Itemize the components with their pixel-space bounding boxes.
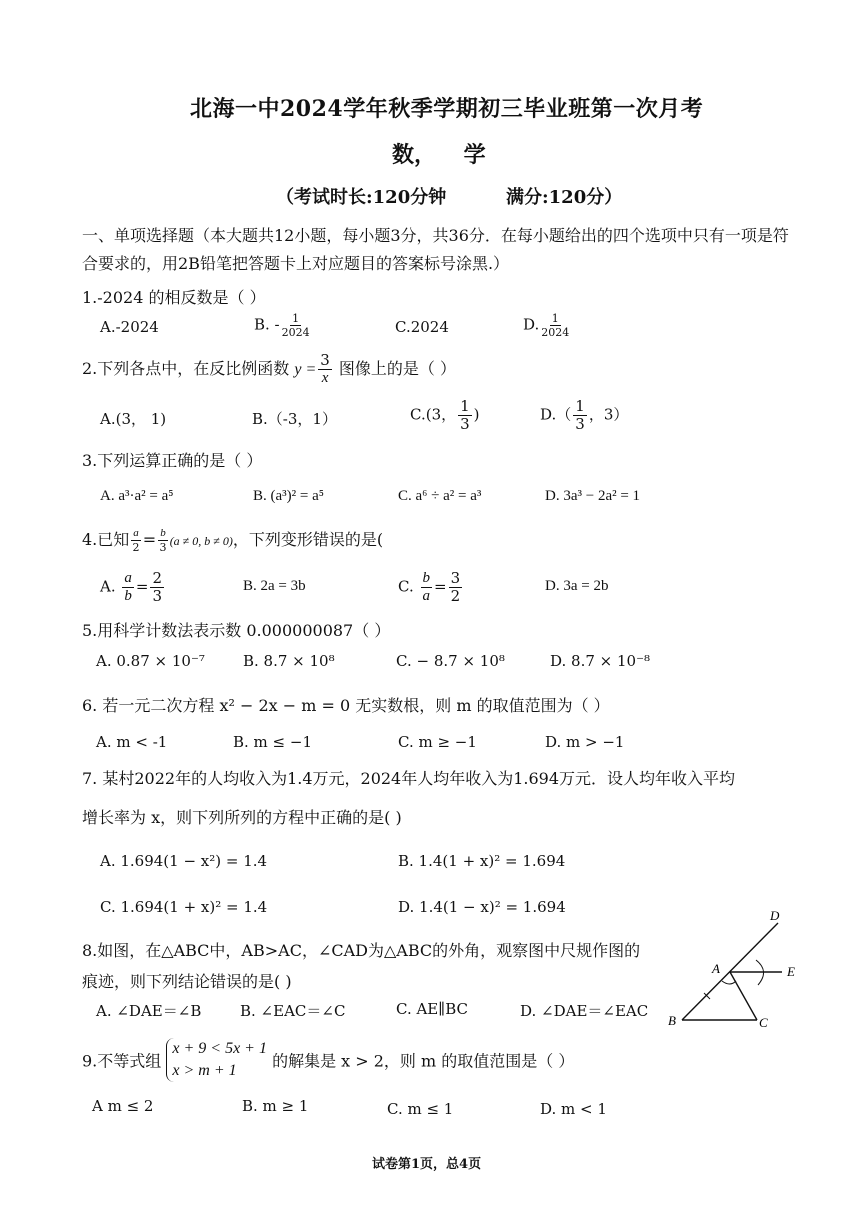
- q3-stem: 3.下列运算正确的是（ ）: [82, 451, 263, 470]
- q1-stem: 1.-2024 的相反数是（ ）: [82, 288, 266, 307]
- q4-option-b: B. 2a = 3b: [243, 578, 306, 594]
- q5-option-a: A. 0.87 × 10⁻⁷: [96, 652, 205, 670]
- q4-option-d: D. 3a = 2b: [545, 578, 609, 594]
- q9-inequality-system: x + 9 < 5x + 1 x > m + 1: [166, 1038, 267, 1082]
- q5-option-b: B. 8.7 × 10⁸: [243, 652, 335, 670]
- q4-stem: 4.已知 $\frac{a}{2}$ = $\frac{b}{3}$ (a ≠ 0, b ≠ 0)，下列变形错误的是(: [82, 527, 384, 554]
- q8-option-b: B. ∠EAC＝∠C: [240, 1002, 346, 1020]
- label-c: C: [759, 1015, 768, 1030]
- q9-option-b: B. m ≥ 1: [242, 1097, 309, 1115]
- q7-option-d: D. 1.4(1 − x)² = 1.694: [398, 898, 566, 916]
- q8-option-d: D. ∠DAE＝∠EAC: [520, 1002, 649, 1020]
- q7-stem-line2: 增长率为 x，则下列所列的方程中正确的是( ): [82, 808, 402, 827]
- q3-option-a: A. a³·a² = a⁵: [100, 488, 174, 504]
- q9-option-a: A m ≤ 2: [92, 1097, 154, 1115]
- q6-option-c: C. m ≥ −1: [398, 733, 477, 751]
- q3-option-b: B. (a³)² = a⁵: [253, 488, 324, 504]
- label-b: B: [668, 1013, 676, 1028]
- q8-option-a: A. ∠DAE＝∠B: [96, 1002, 202, 1020]
- exam-score: 满分:120分）: [506, 187, 623, 208]
- label-d: D: [770, 908, 780, 923]
- q7-option-b: B. 1.4(1 + x)² = 1.694: [398, 852, 566, 870]
- q2-stem: 2.下列各点中，在反比例函数 y = $\frac{3}{x}$ 图像上的是（ ）: [82, 351, 457, 386]
- q1-option-a: A.-2024: [100, 318, 159, 336]
- q5-option-d: D. 8.7 × 10⁻⁸: [550, 652, 651, 670]
- q6-option-b: B. m ≤ −1: [233, 733, 312, 751]
- q2-option-a: A.(3， 1): [100, 410, 167, 428]
- section1-instructions: 一、单项选择题（本大题共12小题，每小题3分，共36分．在每小题给出的四个选项中只有一项是符合要求的，用2B铅笔把答题卡上对应题目的答案标号涂黑.）: [82, 226, 789, 273]
- q8-stem-line1: 8.如图，在△ABC中，AB>AC，∠CAD为△ABC的外角，观察图中尺规作图的: [82, 941, 641, 960]
- q9-option-d: D. m < 1: [540, 1100, 607, 1118]
- line-a-to-c: [730, 972, 757, 1020]
- q1-option-d: D. $\frac{1}{2024}$: [523, 312, 570, 339]
- construction-arc-small: [722, 981, 736, 984]
- q6-stem: 6. 若一元二次方程 x² − 2x − m = 0 无实数根，则 m 的取值范围为（ ）: [82, 696, 610, 715]
- exam-title: 北海一中2024学年秋季学期初三毕业班第一次月考: [190, 96, 704, 122]
- q8-option-c: C. AE∥BC: [396, 1000, 468, 1018]
- q7-stem-line1: 7. 某村2022年的人均收入为1.4万元，2024年人均年收入为1.694万元．设人均年收入平均: [82, 769, 736, 788]
- q9-stem: 9.不等式组 x + 9 < 5x + 1 x > m + 1 的解集是 x > 2，则 m 的取值范围是（ ）: [82, 1038, 574, 1082]
- q7-option-a: A. 1.694(1 − x²) = 1.4: [100, 852, 268, 870]
- q4-option-a: A. $\frac{a}{b}$ = $\frac{2}{3}$: [100, 569, 163, 605]
- q3-option-d: D. 3a³ − 2a² = 1: [545, 488, 641, 504]
- q6-option-d: D. m > −1: [545, 733, 625, 751]
- q6-option-a: A. m < -1: [96, 733, 168, 751]
- subject-title: 数， 学: [392, 142, 486, 168]
- q1-option-b: B. - $\frac{1}{2024}$: [254, 312, 310, 339]
- q5-option-c: C. − 8.7 × 10⁸: [396, 652, 505, 670]
- q2-option-c: C.(3， $\frac{1}{3}$ ): [410, 397, 480, 433]
- page-footer: 试卷第1页，总4页: [372, 1157, 482, 1172]
- q7-option-c: C. 1.694(1 + x)² = 1.4: [100, 898, 268, 916]
- q8-triangle-figure: [660, 905, 810, 1030]
- q4-option-c: C. $\frac{b}{a}$ = $\frac{3}{2}$: [398, 569, 461, 605]
- q9-option-c: C. m ≤ 1: [387, 1100, 454, 1118]
- label-a: A: [712, 961, 720, 976]
- q2-option-d: D.（ $\frac{1}{3}$ ，3）: [540, 397, 629, 433]
- q2-option-b: B.（-3，1）: [252, 410, 337, 428]
- exam-duration: （考试时长:120分钟: [276, 187, 447, 208]
- q3-option-c: C. a⁶ ÷ a² = a³: [398, 488, 482, 504]
- q1-option-c: C.2024: [395, 318, 449, 336]
- q8-stem-line2: 痕迹，则下列结论错误的是( ): [82, 972, 292, 991]
- q5-stem: 5.用科学计数法表示数 0.000000087（ ）: [82, 621, 391, 640]
- label-e: E: [787, 964, 795, 979]
